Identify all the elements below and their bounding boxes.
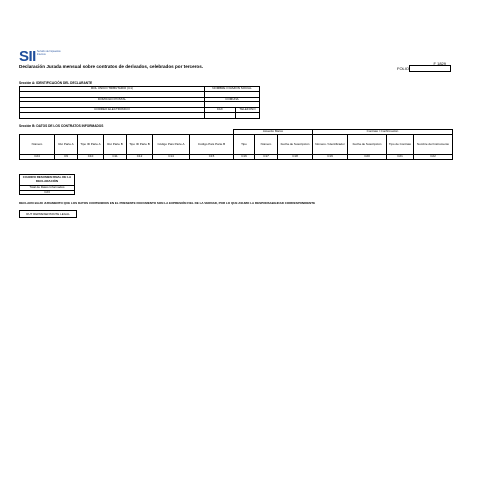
col-header: Número / Identificador (313, 135, 348, 155)
col-code: C15 (190, 155, 234, 160)
section-b-title: Sección B: DATOS DE LOS CONTRATOS INFORMADOS (19, 124, 104, 128)
col-code: C16 (234, 155, 255, 160)
col-code: C10 (78, 155, 104, 160)
col-header: Número (255, 135, 278, 155)
summary-code: C23 (20, 190, 75, 195)
col-header: Número (20, 135, 55, 155)
phone-field[interactable] (235, 112, 259, 118)
group-acuerdo-marco: Acuerdo Marco (234, 130, 313, 135)
col-code: C20 (348, 155, 387, 160)
legal-rep-rut-field[interactable]: RUT REPRESENTANTE LEGAL (19, 210, 77, 218)
col-code: C21 (387, 155, 414, 160)
col-header: Rut Parte B (104, 135, 127, 155)
col-header: Tipo ID Parte B (127, 135, 153, 155)
col-code: C12 (127, 155, 153, 160)
group-contrato: Contrato / Confirmación (313, 130, 453, 135)
folio-field[interactable] (409, 65, 451, 72)
summary-table (19, 174, 75, 195)
summary-label: Total de Datos Informados (20, 186, 75, 191)
col-code: C24 (20, 155, 55, 160)
col-code: C11 (104, 155, 127, 160)
email-label: CORREO ELECTRÓNICO (20, 108, 205, 113)
col-code: C14 (153, 155, 190, 160)
fax-label: FAX (204, 108, 235, 113)
col-code: C18 (278, 155, 313, 160)
col-code: C17 (255, 155, 278, 160)
contracts-table (19, 129, 453, 160)
col-code: C9 (55, 155, 78, 160)
address-label: DOMICILIO POSTAL (20, 97, 205, 102)
sii-logo-text: Servicio de Impuestos Internos (37, 50, 61, 56)
email-field[interactable] (20, 112, 205, 118)
col-header: Fecha de Suscripción (278, 135, 313, 155)
sii-logo-mark: SII (19, 48, 36, 65)
col-header: Tipo ID Parte A (78, 135, 104, 155)
name-label: NOMBRE O RAZÓN SOCIAL (204, 87, 259, 92)
col-header: Tipo (234, 135, 255, 155)
rut-label: ROL ÚNICO TRIBUTARIO (C1) (20, 87, 205, 92)
page-title: Declaración Jurada mensual sobre contratos de derivados, celebrados por terceros. (19, 64, 204, 69)
col-header: Nombre del Instrumento (414, 135, 453, 155)
summary-title: CUADRO RESUMEN FINAL DE LA DECLARACIÓN (20, 175, 75, 186)
col-header: Rut Parte A (55, 135, 78, 155)
col-header: Fecha de Suscripción (348, 135, 387, 155)
comuna-label: COMUNA (204, 97, 259, 102)
section-a-title: Sección A: IDENTIFICACIÓN DEL DECLARANTE (19, 81, 93, 85)
col-header: Tipo de Contrato (387, 135, 414, 155)
col-header: Código País Parte B (190, 135, 234, 155)
col-code: C19 (313, 155, 348, 160)
phone-label: TELÉFONO (235, 108, 259, 113)
declarant-table (19, 86, 260, 119)
fax-field[interactable] (204, 112, 235, 118)
folio-label: FOLIO (397, 66, 410, 71)
col-code: C22 (414, 155, 453, 160)
sworn-declaration: DECLARO BAJO JURAMENTO QUE LOS DATOS CONTENIDOS EN EL PRESENTE DOCUMENTO SON LA EXPRESIÓN FIEL DE LA VERDAD, POR LO QUE ASUMO LA RESPONSABILIDAD CORRESPONDIENTE (19, 201, 316, 205)
form-code: F 1829 (433, 61, 446, 66)
col-header: Código País Parte A (153, 135, 190, 155)
